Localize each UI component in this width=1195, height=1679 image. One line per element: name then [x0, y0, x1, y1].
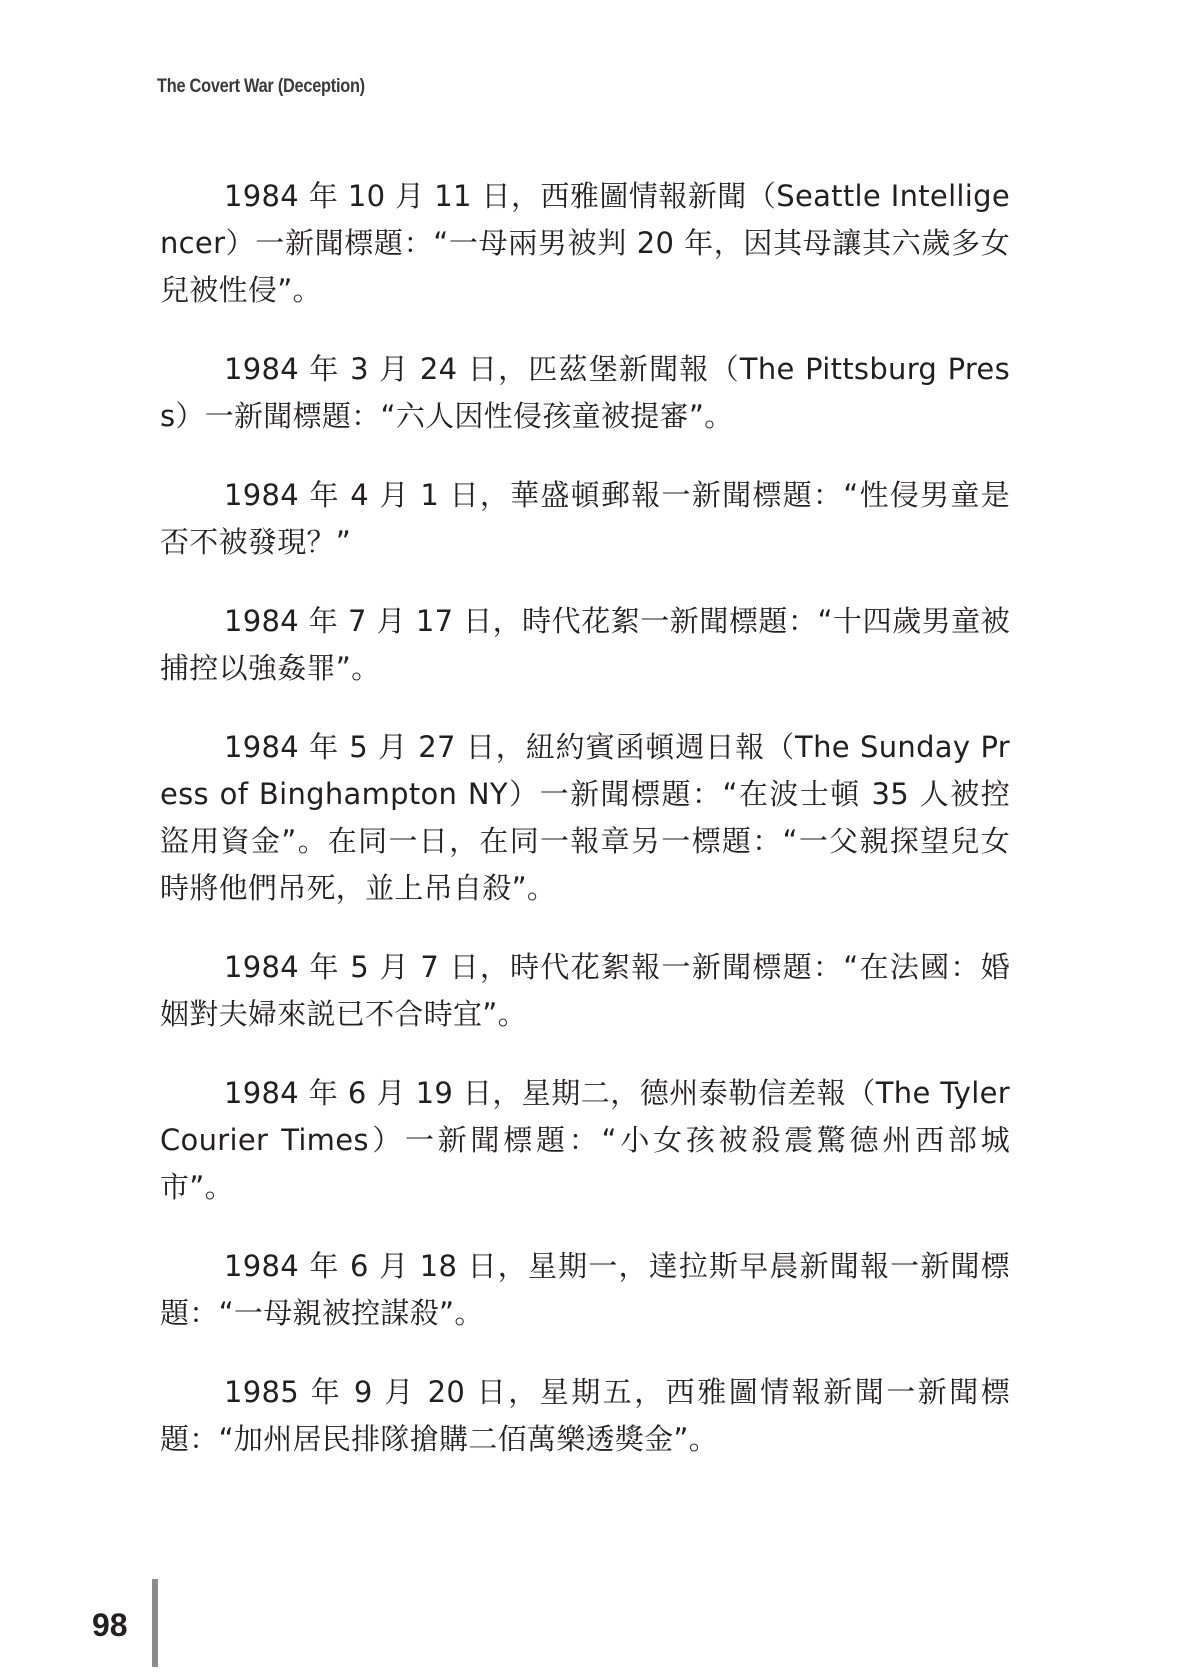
paragraph-washington-1984-04-01: 1984 年 4 月 1 日，華盛頓郵報一新聞標題：“性侵男童是否不被發現？” — [160, 478, 1010, 559]
body-text — [160, 173, 1010, 1495]
paragraph-tyler-1984-06-19: 1984 年 6 月 19 日，星期二，德州泰勒信差報（The Tyler Courier Times）一新聞標題：“小女孩被殺震驚德州西部城市”。 — [160, 1076, 1010, 1204]
paragraph-dallas-1984-06-18: 1984 年 6 月 18 日，星期一，達拉斯早晨新聞報一新聞標題：“一母親被控謀殺”。 — [160, 1249, 1010, 1330]
paragraph-times-1984-05-07: 1984 年 5 月 7 日，時代花絮報一新聞標題：“在法國：婚姻對夫婦來説已不合時宜”。 — [160, 950, 1010, 1031]
page-number-rule — [152, 1579, 158, 1667]
page-number: 98 — [92, 1607, 128, 1643]
paragraph-binghampton-1984-05-27: 1984 年 5 月 27 日，紐約賓函頓週日報（The Sunday Press of Binghampton NY）一新聞標題：“在波士頓 35 人被控盜用資金”。在同一日，在同一報章另一標題：“一父親探望兒女時將他們吊死，並上吊自殺”。 — [160, 730, 1010, 905]
paragraph-pittsburg-1984-03-24: 1984 年 3 月 24 日，匹茲堡新聞報（The Pittsburg Press）一新聞標題：“六人因性侵孩童被提審”。 — [160, 352, 1010, 433]
paragraph-seattle-1985-09-20: 1985 年 9 月 20 日，星期五，西雅圖情報新聞一新聞標題：“加州居民排隊搶購二佰萬樂透獎金”。 — [160, 1375, 1010, 1456]
running-title: The Covert War (Deception) — [157, 76, 365, 97]
paragraph-seattle-1984-10-11: 1984 年 10 月 11 日，西雅圖情報新聞（Seattle Intelligencer）一新聞標題：“一母兩男被判 20 年，因其母讓其六歲多女兒被性侵”。 — [160, 179, 1010, 307]
paragraph-times-1984-07-17: 1984 年 7 月 17 日，時代花絮一新聞標題：“十四歲男童被捕控以強姦罪”。 — [160, 604, 1010, 685]
